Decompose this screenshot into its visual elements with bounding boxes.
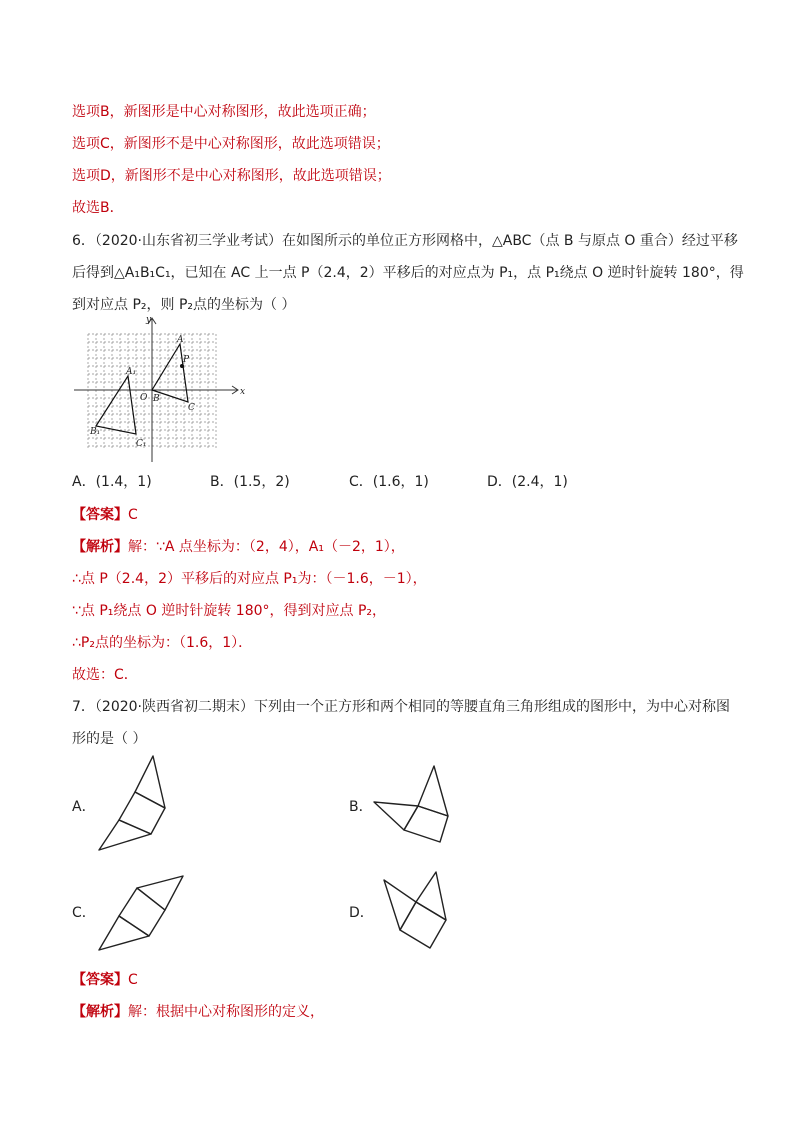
q7-option-c-label: C． [72,905,96,921]
prev-option-d-line: 选项D，新图形不是中心对称图形，故此选项错误； [72,168,391,184]
q6-stem-line2: 后得到△A₁B₁C₁，已知在 AC 上一点 P（2.4，2）平移后的对应点为 P₁，点 P₁绕点 O 逆时针旋转 180°，得 [72,265,744,281]
q6-analysis-line4: ∴P₂点的坐标为：（1.6，1）． [72,635,253,651]
q6-answer-tag: 【答案】 [72,507,128,523]
q7-option-a-figure [95,752,175,856]
q6-label-o: O [140,393,148,403]
q6-grid-figure [70,312,250,464]
q6-option-d: D．(2.4，1) [487,474,568,490]
q6-option-b: B．(1.5，2) [210,474,290,490]
q7-option-b-figure [370,762,455,847]
q7-option-b-label: B． [349,799,373,815]
q7-analysis-text: 解：根据中心对称图形的定义， [128,1004,324,1020]
q7-option-d-figure [380,868,452,954]
q6-analysis-tag: 【解析】 [72,539,128,555]
q6-answer-row [72,505,138,525]
q7-option-c-figure [95,872,187,954]
q6-analysis-line2: ∴点 P（2.4，2）平移后的对应点 P₁为：（－1.6，－1）， [72,571,427,587]
prev-option-b-line: 选项B，新图形是中心对称图形，故此选项正确； [72,104,376,120]
q6-axis-y-label: y [146,315,152,325]
q6-axis-x-label: x [240,387,246,397]
q7-option-d-label: D． [349,905,374,921]
q7-option-a-label: A． [72,799,96,815]
q7-analysis-tag: 【解析】 [72,1004,128,1020]
q6-label-c1: C₁ [136,439,147,449]
q6-label-a1: A₁ [126,367,137,377]
q7-answer-row [72,970,138,990]
q6-answer-value: C [128,507,138,523]
q7-answer-tag: 【答案】 [72,972,128,988]
q6-label-b: B [153,394,160,404]
q6-option-a: A．(1.4，1) [72,474,152,490]
q6-label-c: C [188,403,195,413]
prev-option-c-line: 选项C，新图形不是中心对称图形，故此选项错误； [72,136,390,152]
q6-analysis-line1 [72,537,405,557]
q6-stem-line1: 6．（2020·山东省初三学业考试）在如图所示的单位正方形网格中，△ABC（点 B 与原点 O 重合）经过平移 [72,233,738,249]
q7-stem-line2: 形的是（ ） [72,731,147,747]
prev-conclusion: 故选B． [72,200,124,216]
q6-label-a: A [177,335,184,345]
q7-analysis-line1 [72,1002,324,1022]
q6-analysis-text1: 解：∵A 点坐标为：（2，4），A₁（－2，1）， [128,539,405,555]
q6-label-p: P [183,355,190,365]
q6-analysis-line5: 故选：C． [72,667,138,683]
q6-analysis-line3: ∵点 P₁绕点 O 逆时针旋转 180°，得到对应点 P₂， [72,603,387,619]
q6-label-b1: B₁ [90,427,101,437]
q6-option-c: C．(1.6，1) [349,474,429,490]
q6-stem-line3: 到对应点 P₂，则 P₂点的坐标为（ ） [72,297,296,313]
q7-stem-line1: 7．（2020·陕西省初二期末）下列由一个正方形和两个相同的等腰直角三角形组成的图形中，为中心对称图 [72,699,730,715]
q7-answer-value: C [128,972,138,988]
